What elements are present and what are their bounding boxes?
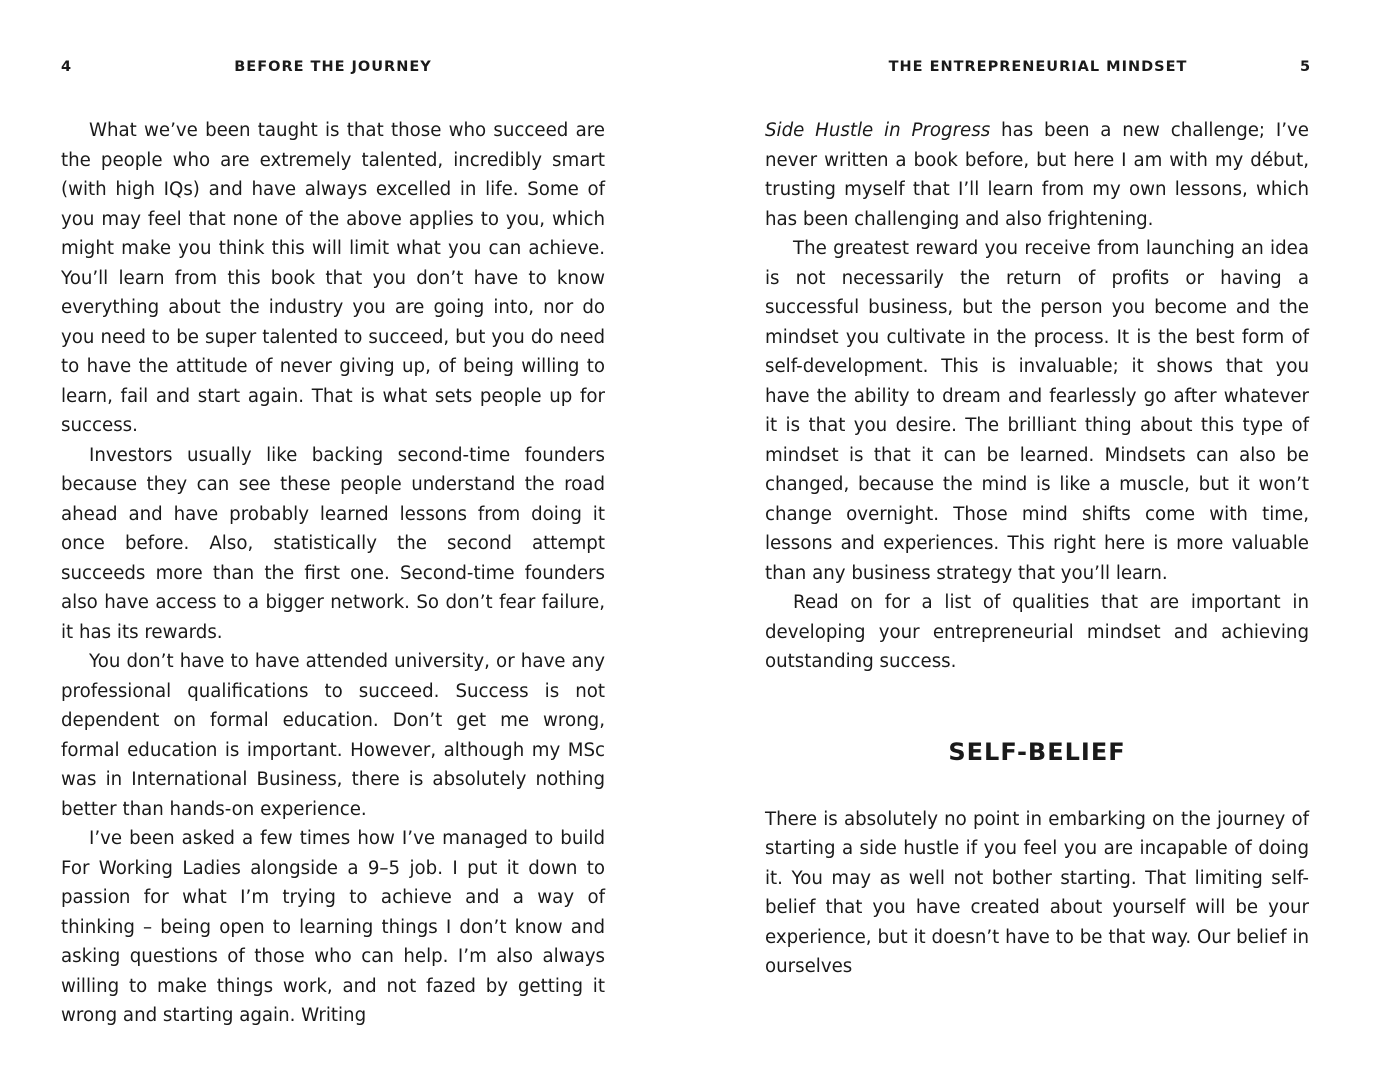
paragraph: I’ve been asked a few times how I’ve managed to build For Working Ladies alongside a 9–5 job. I put it down to passion for what I’m trying to achieve and a way of thinking – being open to learning things I don’t know and asking questions of those who can help. I’m also always willing to make things work, and not fazed by getting it wrong and starting again. Writing <box>61 828 605 1026</box>
page-number: 4 <box>61 59 72 75</box>
running-head: THE ENTREPRENEURIAL MINDSET <box>888 59 1188 75</box>
paragraph: What we’ve been taught is that those who succeed are the people who are extremely talented, incredibly smart (with high IQs) and have always excelled in life. Some of you may feel that none of the above applies to you, which might make you think this will limit what you can achieve. You’ll learn from this book that you don’t have to know everything about the industry you are going into, nor do you need to be super talented to succeed, but you do need to have the attitude of never giving up, of being willing to learn, fail and start again. That is what sets people up for success. <box>61 120 605 436</box>
left-page <box>0 0 689 1080</box>
page-number: 5 <box>1300 59 1311 75</box>
paragraph-text: has been a new challenge; I’ve never written a book before, but here I am with my début, trusting myself that I’ll learn from my own lessons, which has been challenging and also frightening. <box>765 120 1309 230</box>
paragraph: There is absolutely no point in embarking on the journey of starting a side hustle if you feel you are incapable of doing it. You may as well not bother starting. That limiting self-belief that you have created about yourself will be your experience, but it doesn’t have to be that way. Our belief in ourselves <box>765 808 1309 977</box>
right-page <box>689 0 1379 1080</box>
running-head: BEFORE THE JOURNEY <box>234 59 432 75</box>
body-text <box>61 116 605 1031</box>
body-text <box>765 116 1309 982</box>
paragraph: The greatest reward you receive from launching an idea is not necessarily the return of profits or having a successful business, but the person you become and the mindset you cultivate in the process. It is the best form of self-development. This is invaluable; it shows that you have the ability to dream and fearlessly go after whatever it is that you desire. The brilliant thing about this type of mindset is that it can be learned. Mindsets can also be changed, because the mind is like a muscle, but it won’t change overnight. Those mind shifts come with time, lessons and experiences. This right here is more valuable than any business strategy that you’ll learn. <box>765 238 1309 584</box>
paragraph: Investors usually like backing second-time founders because they can see these people understand the road ahead and have probably learned lessons from doing it once before. Also, statistically the second attempt succeeds more than the first one. Second-time founders also have access to a bigger network. So don’t fear failure, it has its rewards. <box>61 444 605 643</box>
paragraph: You don’t have to have attended university, or have any professional qualifications to succeed. Success is not dependent on formal education. Don’t get me wrong, formal education is important. However, although my MSc was in International Business, there is absolutely nothing better than hands-on experience. <box>61 651 605 820</box>
book-title: Side Hustle in Progress <box>765 120 991 141</box>
paragraph <box>765 116 1309 234</box>
section-heading: SELF-BELIEF <box>948 737 1126 766</box>
paragraph: Read on for a list of qualities that are important in developing your entrepreneurial mindset and achieving outstanding success. <box>765 592 1309 672</box>
